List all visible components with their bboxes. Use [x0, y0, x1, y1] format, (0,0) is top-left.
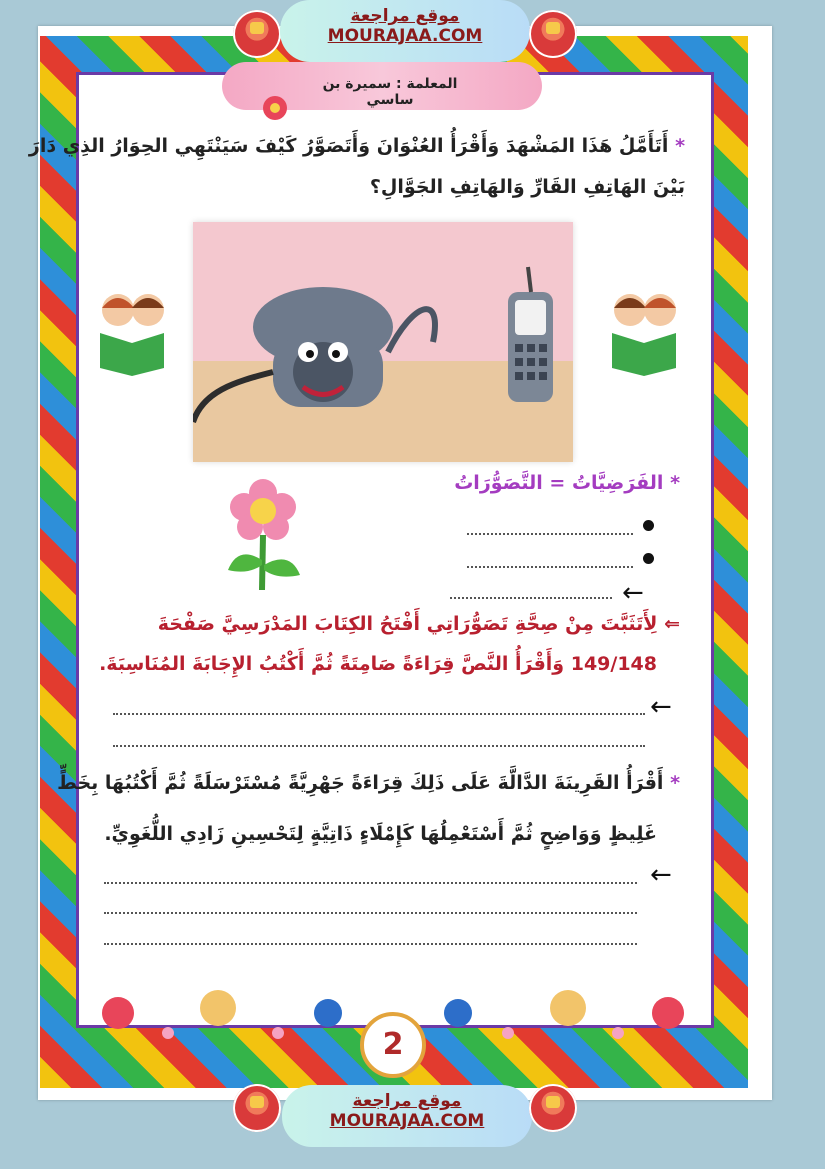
- instruction-1-line-2: بَيْنَ الهَاتِفِ القَارِّ وَالهَاتِفِ الجَوَّالِ؟: [369, 176, 685, 198]
- double-arrow-icon: ⇐: [664, 613, 680, 635]
- evidence-instruction-line-2: غَلِيظٍ وَوَاضِحٍ ثُمَّ أَسْتَعْمِلُهَا كَإِمْلَاءٍ ذَاتِيَّةٍ لِتَحْسِينِ زَادِي اللُّغَوِيِّ.: [104, 823, 657, 845]
- site-name-arabic: موقع مراجعة: [350, 6, 460, 26]
- bullet-point-1: [643, 520, 654, 531]
- star-marker: *: [675, 135, 685, 157]
- reading-kids-icon-right: [602, 288, 687, 378]
- flower-icon: [255, 92, 295, 126]
- hypothesis-answer-line-1[interactable]: [467, 533, 633, 535]
- evidence-answer-line-1[interactable]: [104, 882, 637, 884]
- phones-scene-image: [193, 222, 573, 462]
- page-number: 2: [360, 1012, 426, 1078]
- site-logo-icon-right: [529, 10, 577, 58]
- site-badge-top[interactable]: [280, 0, 530, 62]
- arrow-left-icon: ←: [622, 578, 644, 608]
- flower-illustration-icon: [218, 475, 308, 593]
- site-badge-bottom[interactable]: [282, 1085, 532, 1147]
- evidence-instruction-text-1: أَقْرَأُ القَرِينَةَ الدَّالَّةَ عَلَى ذَلِكَ قِرَاءَةً جَهْرِيَّةً مُسْتَرْسَلَةً ثُمَّ أَكْتُبُهَا بِخَطٍّ: [57, 772, 664, 794]
- reading-kids-icon-left: [90, 288, 175, 378]
- arrow-left-icon: ←: [650, 860, 672, 890]
- hypotheses-title-text: الفَرَضِيَّاتُ = التَّصَوُّرَاتُ: [454, 472, 664, 494]
- evidence-answer-line-3[interactable]: [104, 943, 637, 945]
- verify-answer-line-2[interactable]: [113, 745, 645, 747]
- verify-instruction-line-2: 149/148 وَأَقْرَأُ النَّصَّ قِرَاءَةً صَامِتَةً ثُمَّ أَكْتُبُ الإِجَابَةَ المُنَاسِبَةَ.: [99, 653, 657, 675]
- content-area: [76, 72, 714, 1028]
- hypotheses-title: [454, 472, 680, 494]
- hypothesis-answer-line-3[interactable]: [450, 597, 612, 599]
- verify-answer-line-1[interactable]: [113, 713, 645, 715]
- evidence-answer-line-2[interactable]: [104, 912, 637, 914]
- arrow-left-icon: ←: [650, 692, 672, 722]
- teacher-name: المعلمة : سميرة بن ساسي: [322, 76, 458, 108]
- verify-instruction-line-1: [158, 613, 680, 635]
- bullet-point-2: [643, 553, 654, 564]
- site-name-latin: MOURAJAA.COM: [327, 26, 483, 46]
- site-logo-icon-right-footer: [529, 1084, 577, 1132]
- instruction-1-text-1: أَتَأَمَّلُ هَذَا المَشْهَدَ وَأَقْرَأُ العُنْوَانَ وَأَتَصَوَّرُ كَيْفَ سَيَنْتَهِي الحِوَارُ الذِي دَارَ: [28, 135, 669, 157]
- evidence-instruction-line-1: [57, 772, 680, 794]
- star-marker: *: [670, 772, 680, 794]
- hypothesis-answer-line-2[interactable]: [467, 566, 633, 568]
- site-logo-icon-left: [233, 10, 281, 58]
- site-name-latin: MOURAJAA.COM: [329, 1111, 485, 1131]
- instruction-1-line-1: [29, 135, 685, 157]
- star-marker: *: [670, 472, 680, 494]
- site-name-arabic: موقع مراجعة: [352, 1091, 462, 1111]
- phones-illustration: [193, 222, 573, 462]
- verify-instruction-text-1: لِأَتَثَبَّتَ مِنْ صِحَّةِ تَصَوُّرَاتِي أَفْتَحُ الكِتَابَ المَدْرَسِيَّ صَفْحَةَ: [157, 613, 658, 635]
- site-logo-icon-left-footer: [233, 1084, 281, 1132]
